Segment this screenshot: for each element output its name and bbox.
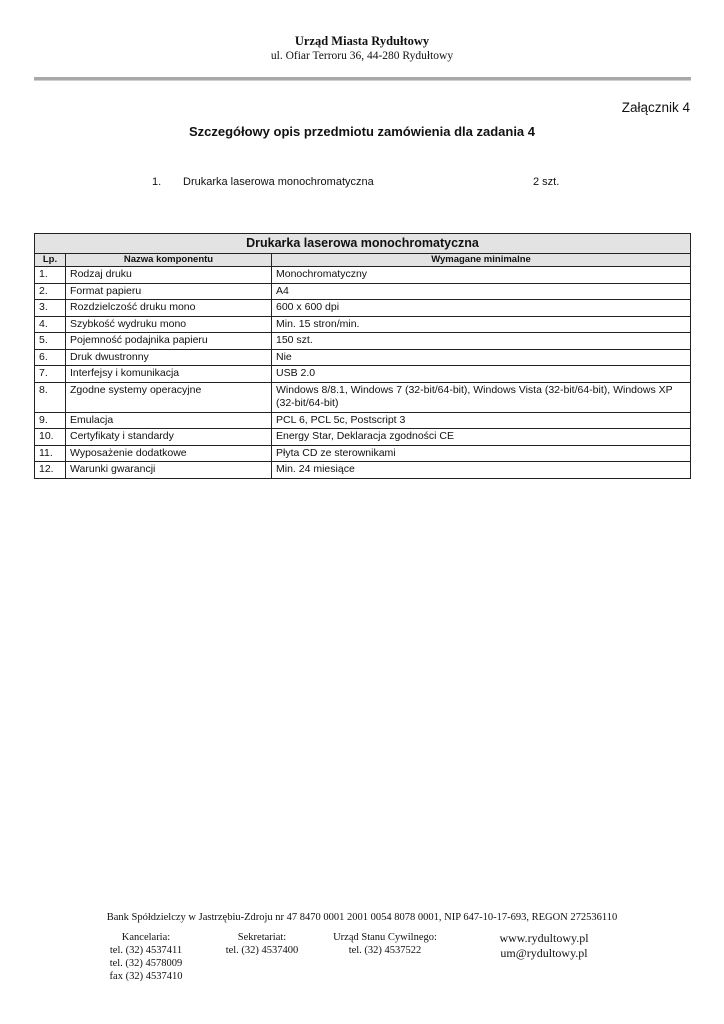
cell-lp: 8.	[35, 382, 66, 412]
email-link[interactable]: um@rydultowy.pl	[500, 946, 588, 960]
table-row	[35, 316, 691, 333]
cell-lp: 9.	[35, 412, 66, 429]
kancelaria-phone: tel. (32) 4578009	[109, 958, 183, 969]
cell-requirement: PCL 6, PCL 5c, Postscript 3	[272, 412, 691, 429]
table-row	[35, 267, 691, 284]
footer-web	[488, 931, 600, 961]
cell-requirement: A4	[272, 283, 691, 300]
table-row	[35, 283, 691, 300]
table-row	[35, 366, 691, 383]
table-row	[35, 445, 691, 462]
footer-kancelaria	[103, 931, 189, 983]
table-row	[35, 429, 691, 446]
item-number: 1.	[152, 176, 162, 188]
header-title: Urząd Miasta Rydułtowy	[294, 34, 430, 48]
header-component: Nazwa komponentu	[66, 254, 272, 267]
cell-component: Format papieru	[66, 283, 272, 300]
usc-phone: tel. (32) 4537522	[348, 945, 422, 956]
table-row	[35, 412, 691, 429]
cell-lp: 11.	[35, 445, 66, 462]
table-caption-row	[35, 234, 691, 254]
cell-lp: 12.	[35, 462, 66, 479]
header-lp: Lp.	[35, 254, 66, 267]
cell-lp: 2.	[35, 283, 66, 300]
cell-requirement: 150 szt.	[272, 333, 691, 350]
table-caption: Drukarka laserowa monochromatyczna	[35, 234, 691, 254]
sekretariat-label: Sekretariat:	[237, 932, 287, 943]
document-title: Szczegółowy opis przedmiotu zamówienia dla zadania 4	[188, 124, 536, 139]
table-row	[35, 462, 691, 479]
table-row	[35, 349, 691, 366]
footer-sekretariat	[214, 931, 310, 957]
cell-component: Szybkość wydruku mono	[66, 316, 272, 333]
item-quantity: 2 szt.	[533, 176, 560, 188]
cell-requirement: Energy Star, Deklaracja zgodności CE	[272, 429, 691, 446]
cell-component: Zgodne systemy operacyjne	[66, 382, 272, 412]
cell-lp: 6.	[35, 349, 66, 366]
cell-requirement: 600 x 600 dpi	[272, 300, 691, 317]
cell-requirement: Windows 8/8.1, Windows 7 (32-bit/64-bit), Windows Vista (32-bit/64-bit), Windows XP (32-bit/64-bit)	[272, 382, 691, 412]
cell-requirement: USB 2.0	[272, 366, 691, 383]
cell-component: Certyfikaty i standardy	[66, 429, 272, 446]
cell-component: Rozdzielczość druku mono	[66, 300, 272, 317]
cell-component: Warunki gwarancji	[66, 462, 272, 479]
table-row	[35, 382, 691, 412]
kancelaria-label: Kancelaria:	[121, 932, 171, 943]
cell-component: Emulacja	[66, 412, 272, 429]
table-row	[35, 300, 691, 317]
sekretariat-phone: tel. (32) 4537400	[225, 945, 299, 956]
cell-component: Druk dwustronny	[66, 349, 272, 366]
item-line	[152, 176, 572, 192]
cell-component: Interfejsy i komunikacja	[66, 366, 272, 383]
table-body	[35, 267, 691, 479]
specification-table	[34, 233, 691, 479]
header-address: ul. Ofiar Terroru 36, 44-280 Rydułtowy	[270, 50, 454, 62]
cell-lp: 4.	[35, 316, 66, 333]
cell-requirement: Min. 24 miesiące	[272, 462, 691, 479]
footer-usc	[322, 931, 448, 957]
table-header-row	[35, 254, 691, 267]
footer-bank-info: Bank Spółdzielczy w Jastrzębiu-Zdroju nr 47 8470 0001 2001 0054 8078 0001, NIP 647-10-17-693, REGON 272536110	[106, 912, 618, 923]
cell-requirement: Min. 15 stron/min.	[272, 316, 691, 333]
cell-component: Wyposażenie dodatkowe	[66, 445, 272, 462]
cell-requirement: Płyta CD ze sterownikami	[272, 445, 691, 462]
item-name: Drukarka laserowa monochromatyczna	[183, 176, 374, 188]
cell-component: Rodzaj druku	[66, 267, 272, 284]
attachment-label: Załącznik 4	[621, 100, 690, 115]
cell-requirement: Nie	[272, 349, 691, 366]
cell-lp: 10.	[35, 429, 66, 446]
kancelaria-phone: tel. (32) 4537411	[109, 945, 183, 956]
website-link[interactable]: www.rydultowy.pl	[499, 931, 589, 945]
kancelaria-fax: fax (32) 4537410	[109, 971, 183, 982]
header-requirement: Wymagane minimalne	[272, 254, 691, 267]
table-row	[35, 333, 691, 350]
cell-lp: 7.	[35, 366, 66, 383]
cell-lp: 1.	[35, 267, 66, 284]
cell-component: Pojemność podajnika papieru	[66, 333, 272, 350]
cell-lp: 5.	[35, 333, 66, 350]
cell-requirement: Monochromatyczny	[272, 267, 691, 284]
header-divider	[34, 77, 691, 81]
usc-label: Urząd Stanu Cywilnego:	[333, 932, 437, 943]
cell-lp: 3.	[35, 300, 66, 317]
